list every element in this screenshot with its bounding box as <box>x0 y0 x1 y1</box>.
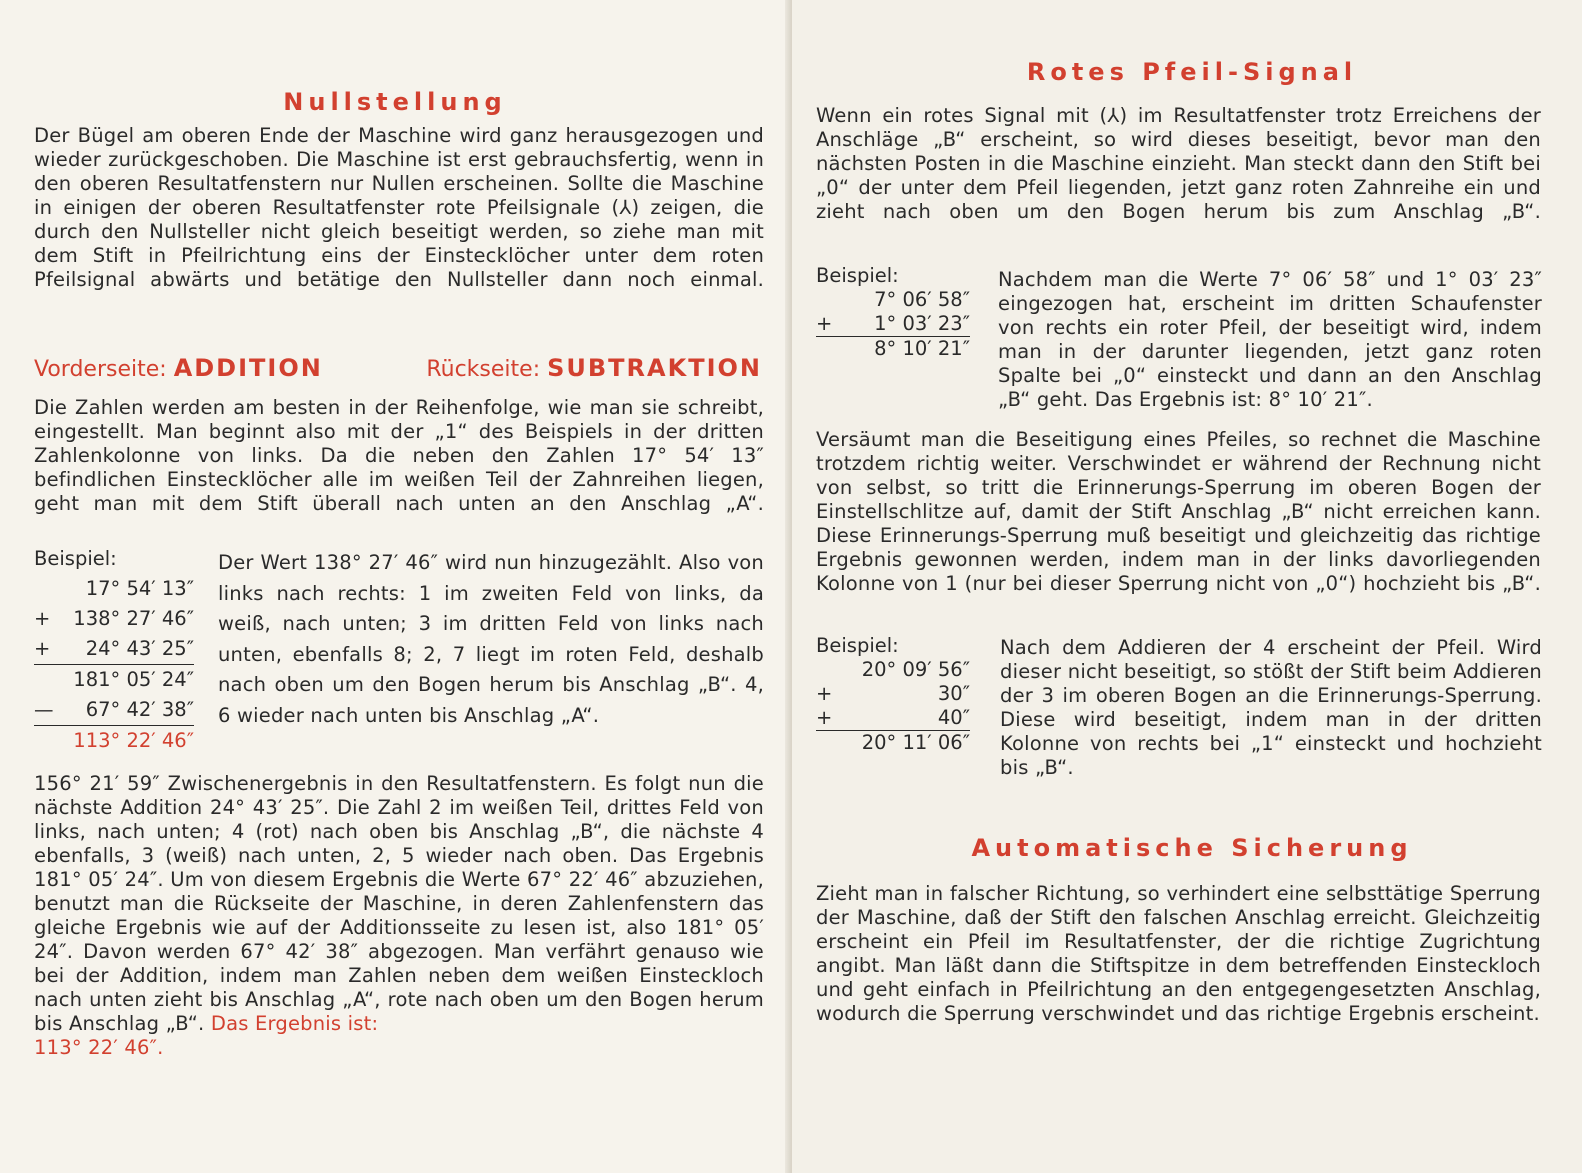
example-row <box>34 664 194 695</box>
right-page <box>792 0 1582 1173</box>
example-value: 24° 43′ 25″ <box>85 637 194 660</box>
example-row <box>816 288 970 312</box>
addition-outro <box>34 772 764 1060</box>
example-value: 1° 03′ 23″ <box>874 312 970 335</box>
example-value: 17° 54′ 13″ <box>85 577 194 600</box>
addition-intro: Die Zahlen werden am besten in der Reihenfolge, wie man sie schreibt, eingestellt. Man beginnt also mit der „1“ des Beispiels in der dritten Zahlenkolonne von links. Da die neben den Zahlen 17° 54′ 13″ befindlichen Einstecklöcher alle im weißen Teil der Zahnreihen liegen, geht man mit dem Stift überall nach unten an den Anschlag „A“. <box>34 396 764 515</box>
rotes-example-text: Nachdem man die Werte 7° 06′ 58″ und 1° 03′ 23″ eingezogen hat, erscheint im dritten Schaufenster von rechts ein roter Pfeil, der beseitigt wird, indem man in der darunter liegenden, jetzt ganz roten Spalte bei „0“ einsteckt und dann an den Anschlag „B“ geht. Das Ergebnis ist: 8° 10′ 21″. <box>998 268 1542 411</box>
nullstellung-text: Der Bügel am oberen Ende der Maschine wird ganz herausgezogen und wieder zurückgeschoben. Die Maschine ist erst gebrauchsfertig, wenn in den oberen Resultatfenstern nur Nullen erscheinen. Sollte die Maschine in einigen der oberen Resultatfenster rote Pfeilsignale (⅄) zeigen, die durch den Nullsteller nicht gleich beseitigt werden, so ziehe man mit dem Stift in Pfeilrichtung eins der Einstecklöcher unter dem roten Pfeilsignal abwärts und betätige den Nullsteller dann noch einmal. <box>34 124 764 291</box>
result-value: 113° 22′ 46″. <box>34 1036 164 1059</box>
automatische-text: Zieht man in falscher Richtung, so verhindert eine selbsttätige Sperrung der Maschine, daß der Stift den falschen Anschlag erreicht. Gleichzeitig erscheint ein Pfeil im Resultatfenster, der die richtige Zugrichtung angibt. Man läßt dann die Stiftspitze in dem betreffenden Einsteckloch und geht einfach in Pfeilrichtung an den entgegengesetzten Anschlag, wodurch die Sperrung verschwindet und das richtige Ergebnis erscheint. <box>816 882 1541 1025</box>
rotes-text: Wenn ein rotes Signal mit (⅄) im Resultatfenster trotz Erreichens der Anschläge „B“ erscheint, so wird dieses beseitigt, bevor man den nächsten Posten in die Maschine einzieht. Man steckt dann den Stift bei „0“ der unter dem Pfeil liegenden, jetzt ganz roten Zahnreihe ein und zieht nach oben um den Bogen herum bis zum Anschlag „B“. <box>816 104 1541 223</box>
example-row <box>34 604 194 634</box>
example-row <box>816 706 970 730</box>
example-value: 8° 10′ 21″ <box>874 337 970 360</box>
versaeumt-text: Versäumt man die Beseitigung eines Pfeiles, so rechnet die Maschine trotzdem richtig weiter. Verschwindet er während der Rechnung nicht von selbst, so tritt die Erinnerungs-Sperrung im oberen Bogen der Einstellschlitze auf, damit der Stift Anschlag „B“ nicht erreichen kann. Diese Erinnerungs-Sperrung muß beseitigt und gleichzeitig das richtige Ergebnis gewonnen werden, indem man in der links davorliegenden Kolonne von 1 (nur bei dieser Sperrung nicht von „0“) hochzieht bis „B“. <box>816 428 1541 595</box>
front-title: Vorderseite: ADDITION <box>34 354 323 382</box>
example-value: 20° 11′ 06″ <box>861 731 970 754</box>
example-value: 138° 27′ 46″ <box>73 607 194 630</box>
nullstellung-heading: Nullstellung <box>283 88 507 116</box>
operator: + <box>816 706 833 729</box>
example-row <box>34 695 194 725</box>
example1-label: Beispiel: <box>816 264 899 287</box>
example-row <box>34 634 194 664</box>
example-value: 40″ <box>937 706 970 729</box>
operator: — <box>34 698 54 721</box>
example-value: 20° 09′ 56″ <box>861 658 970 681</box>
rotes-example <box>816 264 970 361</box>
operator: + <box>34 637 51 660</box>
example-row <box>34 574 194 604</box>
example-row <box>816 658 970 682</box>
result-label: Das Ergebnis ist: <box>210 1012 379 1035</box>
operator: + <box>816 312 833 335</box>
example-value: 30″ <box>937 682 970 705</box>
example-value: 67° 42′ 38″ <box>85 698 194 721</box>
addition-subtraktion-title <box>34 354 762 382</box>
example-row <box>816 336 970 361</box>
example-row <box>816 730 970 755</box>
addition-example-text: Der Wert 138° 27′ 46″ wird nun hinzugezählt. Also von links nach rechts: 1 im zweiten Feld von links, da weiß, nach unten; 3 im dritten Feld von links nach unten, ebenfalls 8; 2, 7 liegt im roten Feld, deshalb nach oben um den Bogen herum bis Anschlag „B“. 4, 6 wieder nach unten bis Anschlag „A“. <box>218 551 764 727</box>
example-value: 113° 22′ 46″ <box>73 729 194 752</box>
example-value: 181° 05′ 24″ <box>73 668 194 691</box>
sperrung-example-text: Nach dem Addieren der 4 erscheint der Pfeil. Wird dieser nicht beseitigt, so stößt der Stift beim Addieren der 3 im oberen Bogen an die Erinnerungs-Sperrung. Diese wird beseitigt, indem man in der dritten Kolonne von rechts bei „1“ einsteckt und hochzieht bis „B“. <box>1000 636 1542 779</box>
example-value: 7° 06′ 58″ <box>874 288 970 311</box>
example-row <box>34 725 194 756</box>
example-label: Beispiel: <box>34 547 117 570</box>
example-row <box>816 312 970 336</box>
left-page <box>0 0 790 1173</box>
rotes-heading: Rotes Pfeil-Signal <box>1026 58 1358 86</box>
addition-example <box>34 544 194 756</box>
automatische-heading: Automatische Sicherung <box>971 834 1413 862</box>
example-row <box>816 682 970 706</box>
example2-label: Beispiel: <box>816 634 899 657</box>
outro-text: 156° 21′ 59″ Zwischenergebnis in den Resultatfenstern. Es folgt nun die nächste Addition 24° 43′ 25″. Die Zahl 2 im weißen Teil, drittes Feld von links, nach unten; 4 (rot) nach oben bis Anschlag „B“, die nächste 4 ebenfalls, 3 (weiß) nach unten, 2, 5 wieder nach oben. Das Ergebnis 181° 05′ 24″. Um von diesem Ergebnis die Werte 67° 22′ 46″ abzuziehen, benutzt man die Rückseite der Maschine, in deren Zahlenfenstern das gleiche Ergebnis wie auf der Additionsseite zu lesen ist, also 181° 05′ 24″. Davon werden 67° 42′ 38″ abgezogen. Man verfährt genauso wie bei der Addition, indem man Zahlen neben dem weißen Einsteckloch nach unten zieht bis Anschlag „A“, rote nach oben um den Bogen herum bis Anschlag „B“. <box>34 772 764 1035</box>
sperrung-example <box>816 634 970 755</box>
back-title: Rückseite: SUBTRAKTION <box>426 354 762 382</box>
operator: + <box>34 607 51 630</box>
operator: + <box>816 682 833 705</box>
